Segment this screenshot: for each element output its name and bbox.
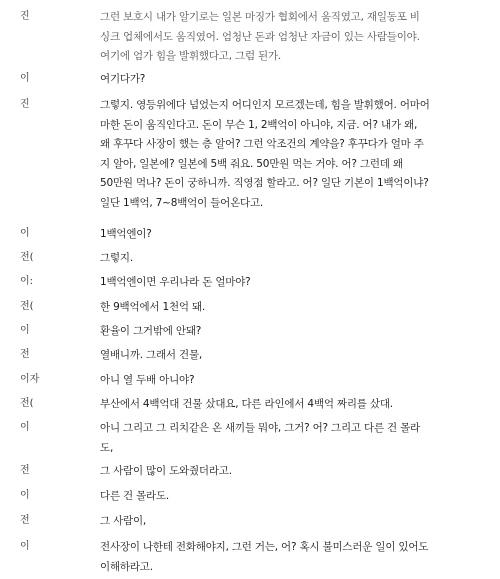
dialogue-line: 1백억엔이? xyxy=(100,228,152,240)
dialogue-line: 왜 후꾸다 사장이 했는 층 알어? 그런 악조건의 계약을? 후꾸다가 얼마 주 xyxy=(100,138,424,150)
dialogue-line: 도, xyxy=(100,441,114,454)
speaker-label: 전 xyxy=(20,465,30,476)
speaker-label: 진 xyxy=(20,99,30,110)
dialogue-line: 그렇지. xyxy=(100,252,133,264)
dialogue-line: 그렇지. 영등위에다 넘었는지 어디인지 모르겠는데, 힘을 발휘했어. 어마어 xyxy=(100,99,430,111)
dialogue-line: 그 사람이 많이 도와줬더라고. xyxy=(100,465,232,477)
speaker-label: 전( xyxy=(20,398,34,409)
speaker-label: 이 xyxy=(20,541,30,552)
dialogue-line: 아니 그리고 그 리치같은 온 새끼들 뭐야, 그거? 어? 그리고 다른 건 몰라 xyxy=(100,422,420,434)
dialogue-line: 열배니까. 그래서 건물, xyxy=(100,349,203,361)
dialogue-line: 지 알아, 일본에? 일본에 5백 줘요. 50만원 먹는 거야. 어? 그런데 왜 xyxy=(100,157,403,170)
speaker-label: 전 xyxy=(20,349,30,360)
speaker-label: 진 xyxy=(20,11,30,22)
dialogue-line: 일단 1백억, 7~8백억이 들어온다고. xyxy=(100,196,264,209)
dialogue-line: 마한 돈이 움직인다고. 돈이 무슨 1, 2백억이 아니야, 지금. 어? 내가 왜, xyxy=(100,118,418,131)
speaker-label: 이: xyxy=(20,276,34,287)
dialogue-line: 여기다가? xyxy=(100,73,146,85)
speaker-label: 이자 xyxy=(20,374,40,385)
dialogue-line: 전사장이 나한테 전화해야지, 그런 거는, 어? 혹시 불미스러운 일이 있어도 xyxy=(100,541,429,553)
speaker-label: 이 xyxy=(20,73,30,84)
speaker-label: 이 xyxy=(20,422,30,433)
dialogue-line: 이해하라고. xyxy=(100,560,153,573)
speaker-label: 전( xyxy=(20,301,34,312)
dialogue-line: 1백억엔이면 우리나라 돈 얼마야? xyxy=(100,276,251,288)
dialogue-line: 그 사람이, xyxy=(100,515,147,527)
dialogue-line: 아니 열 두배 아니야? xyxy=(100,374,195,386)
dialogue-line: 50만원 먹나? 돈이 궁하니까. 직영점 할라고. 어? 일단 기본이 1백억이냐? xyxy=(100,177,429,189)
speaker-label: 이 xyxy=(20,325,30,336)
dialogue-line: 여기에 엄가 힘을 발휘했다고, 그럼 된가. xyxy=(100,50,282,62)
dialogue-line: 부산에서 4백억대 건물 샀대요, 다른 라인에서 4백억 짜리를 샀대. xyxy=(100,398,393,410)
dialogue-line: 한 9백억에서 1천억 돼. xyxy=(100,301,206,313)
dialogue-line: 싱크 업체에서도 움직였어. 엄청난 돈과 엄청난 자금이 있는 사람들이야. xyxy=(100,30,420,43)
speaker-label: 이 xyxy=(20,228,30,239)
speaker-label: 이 xyxy=(20,490,30,501)
speaker-label: 전( xyxy=(20,252,34,263)
dialogue-line: 그런 보호시 내가 알기로는 일본 마징가 협회에서 움직였고, 재일동포 비 xyxy=(100,11,420,23)
speaker-label: 전 xyxy=(20,515,30,526)
dialogue-line: 다른 건 몰라도. xyxy=(100,490,170,502)
dialogue-line: 환율이 그거밖에 안돼? xyxy=(100,325,202,337)
